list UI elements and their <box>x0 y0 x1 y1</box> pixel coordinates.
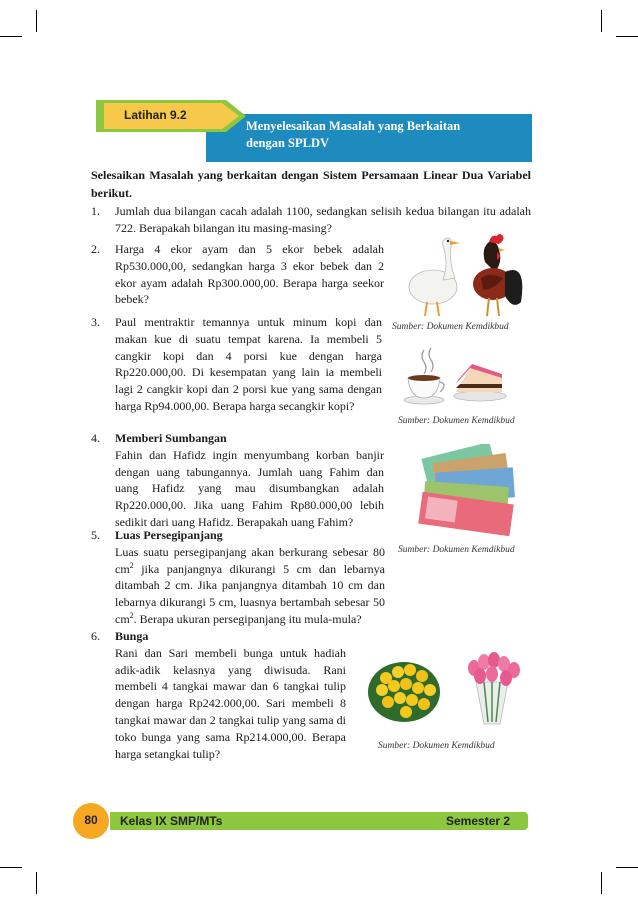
intro-instruction: Selesaikan Masalah yang berkaitan dengan Sistem Persamaan Linear Dua Variabel berikut. <box>91 168 531 200</box>
coffee-cake-illustration <box>398 344 508 406</box>
flower-bouquets-illustration <box>366 642 526 738</box>
problem-text: Jumlah dua bilangan cacah adalah 1100, sedangkan selisih kedua bilangan itu adalah 722. Berapakah bilangan itu masing-masing? <box>115 204 531 235</box>
footer-semester: Semester 2 <box>446 814 511 828</box>
image-caption: Sumber: Dokumen Kemdikbud <box>378 741 495 751</box>
image-caption: Sumber: Dokumen Kemdikbud <box>398 545 515 555</box>
crop-mark <box>616 36 638 37</box>
problem-text-a: Luas suatu persegipanjang akan berkurang sebesar 80 cm <box>115 544 385 576</box>
problem-text-c: . Berapa ukuran persegipanjang itu mula-mula? <box>133 611 362 626</box>
crop-mark <box>616 867 638 868</box>
cake-slice-icon <box>454 364 506 401</box>
crop-mark <box>601 872 602 894</box>
crop-mark <box>36 872 37 894</box>
footer-book-title: Kelas IX SMP/MTs <box>120 814 223 828</box>
problem-5 <box>91 527 531 628</box>
goose-rooster-illustration <box>393 232 533 322</box>
pink-tulip-bouquet-icon <box>468 652 520 724</box>
problem-text: Rani dan Sari membeli bunga untuk hadiah adik-adik kelasnya yang diwisuda. Rani membeli 4 tangkai mawar dan 6 tangkai tulip dengan harga Rp242.000,00. Sari membeli 8 tangkai mawar dan 2 tangkai tulip yang sama di toko bunga yang sama Rp214.000,00. Berapa harga setangkai tulip? <box>115 645 346 761</box>
problem-title: Bunga <box>115 629 149 643</box>
exercise-tab-label: Latihan 9.2 <box>124 108 187 122</box>
problem-number: 5. <box>91 528 100 542</box>
problem-6 <box>91 628 346 762</box>
image-caption: Sumber: Dokumen Kemdikbud <box>398 416 515 426</box>
crop-mark <box>0 36 22 37</box>
problem-4 <box>91 430 384 531</box>
problem-number: 1. <box>91 204 100 218</box>
problem-title: Luas Persegipanjang <box>115 528 223 542</box>
problem-number: 2. <box>91 242 100 256</box>
page-number: 80 <box>84 813 98 827</box>
header-title: Menyelesaikan Masalah yang Berkaitan dengan SPLDV <box>246 119 461 150</box>
problem-number: 3. <box>91 315 100 329</box>
problem-text-b: jika panjangnya dikurangi 5 cm dan lebarnya ditambah 2 cm. Jika panjangnya ditambah 10 cm dan lebarnya dikurangi 5 cm, luasnya bertambah sebesar 50 cm <box>115 561 385 626</box>
crop-mark <box>0 867 22 868</box>
superscript: 2 <box>129 610 134 620</box>
yellow-rose-bouquet-icon <box>368 662 440 722</box>
rooster-icon <box>473 234 522 316</box>
crop-mark <box>601 10 602 32</box>
problem-3 <box>91 314 382 415</box>
problem-number: 6. <box>91 629 100 643</box>
coffee-cup-icon <box>404 348 444 404</box>
problem-text: Harga 4 ekor ayam dan 5 ekor bebek adalah Rp530.000,00, sedangkan harga 3 ekor bebek dan 2 ekor ayam adalah Rp300.000,00. Berapa harga seekor bebek? <box>115 242 384 307</box>
crop-mark <box>36 10 37 32</box>
goose-icon <box>409 238 460 316</box>
problem-text: Fahin dan Hafidz ingin menyumbang korban banjir dengan uang tabungannya. Jumlah uang Fahim dan uang Hafidz yang mau disumbangkan adalah Rp220.000,00. Jika uang Fahim Rp80.000,00 lebih sedikit dari uang Hafidz. Berapakah uang Fahim? <box>115 447 384 529</box>
problem-text: Paul mentraktir temannya untuk minum kopi dan makan kue di suatu tempat karena. Ia membeli 5 cangkir kopi dan 4 porsi kue dengan harga Rp220.000,00. Di kesempatan yang lain ia membeli lagi 2 cangkir kopi dan 2 porsi kue yang sama dengan harga Rp94.000,00. Berapa harga secangkir kopi? <box>115 315 382 413</box>
exercise-tab <box>96 100 246 132</box>
banknotes-illustration <box>414 444 528 536</box>
exercise-header <box>96 100 532 162</box>
superscript: 2 <box>129 560 134 570</box>
problem-title: Memberi Sumbangan <box>115 431 227 445</box>
problem-number: 4. <box>91 431 100 445</box>
banknote-icon <box>418 444 515 536</box>
problem-2 <box>91 241 384 308</box>
image-caption: Sumber: Dokumen Kemdikbud <box>392 322 509 332</box>
